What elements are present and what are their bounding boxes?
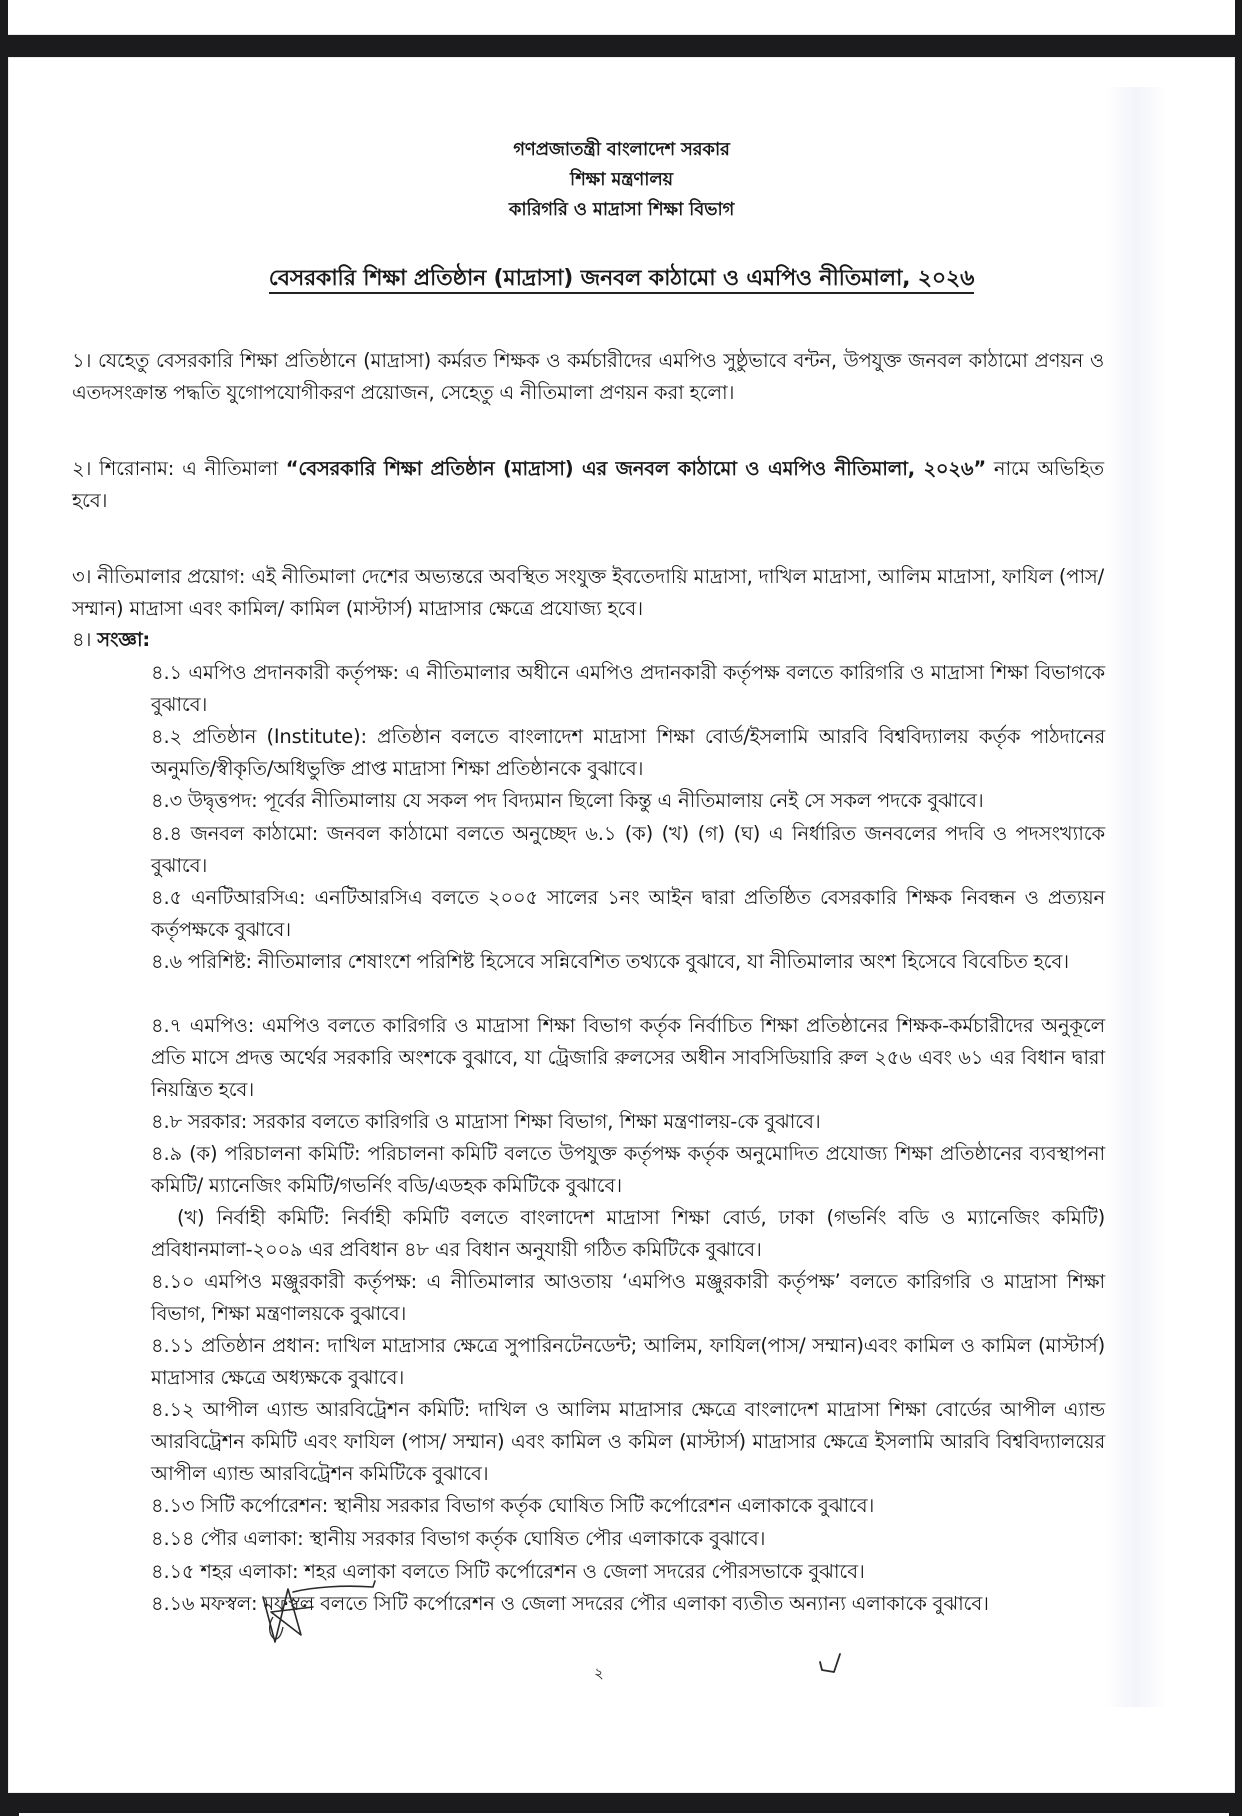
definition-4-4: ৪.৪ জনবল কাঠামো: জনবল কাঠামো বলতে অনুচ্ছেদ ৬.১ (ক) (খ) (গ) (ঘ) এ নির্ধারিত জনবলের পদবি ও পদসংখ্যাকে বুঝাবে। — [151, 822, 1105, 877]
letterhead — [8, 135, 1235, 225]
section-2-policy-name: “বেসরকারি শিক্ষা প্রতিষ্ঠান (মাদ্রাসা) এর জনবল কাঠামো ও এমপিও নীতিমালা, ২০২৬” — [285, 457, 986, 480]
definition-4-7: ৪.৭ এমপিও: এমপিও বলতে কারিগরি ও মাদ্রাসা শিক্ষা বিভাগ কর্তৃক নির্বাচিত শিক্ষা প্রতিষ্ঠানের শিক্ষক-কর্মচারীদের অনুকূলে প্রতি মাসে প্রদত্ত অর্থের সরকারি অংশকে বুঝাবে, যা ট্রেজারি রুলসের অধীন সাবসিডিয়ারি রুল ২৫৬ এবং ৬১ এর বিধান দ্বারা নিয়ন্ত্রিত হবে। — [151, 1014, 1105, 1101]
section-2-suffix: নামে অভিহিত হবে। — [72, 457, 1104, 512]
scan-artifact — [1106, 87, 1166, 1707]
letterhead-government: গণপ্রজাতন্ত্রী বাংলাদেশ সরকার — [513, 139, 730, 160]
document-title-text: বেসরকারি শিক্ষা প্রতিষ্ঠান (মাদ্রাসা) জনবল কাঠামো ও এমপিও নীতিমালা, ২০২৬ — [269, 266, 974, 294]
definition-4-9-kha: (খ) নির্বাহী কমিটি: নির্বাহী কমিটি বলতে বাংলাদেশ মাদ্রাসা শিক্ষা বোর্ড, ঢাকা (গভর্নিং বডি ও ম্যানেজিং কমিটি) প্রবিধানমালা-২০০৯ এর প্রবিধান ৪৮ এর বিধান অনুযায়ী গঠিত কমিটিকে বুঝাবে। — [151, 1206, 1105, 1261]
section-2-title-clause — [72, 453, 1104, 517]
signature-icon — [253, 1577, 383, 1652]
definition-4-12: ৪.১২ আপীল এ্যান্ড আরবিট্রেশন কমিটি: দাখিল ও আলিম মাদ্রাসার ক্ষেত্রে বাংলাদেশ মাদ্রাসা শিক্ষা বোর্ডের আপীল এ্যান্ড আরবিট্রেশন কমিটি এবং ফাযিল (পাস/ সম্মান) এবং কামিল ও কমিল (মাস্টার্স) মাদ্রাসার ক্ষেত্রে ইসলামি আরবি বিশ্ববিদ্যালয়ের আপীল এ্যান্ড আরবিট্রেশন কমিটিকে বুঝাবে। — [151, 1398, 1105, 1485]
definition-4-9-ka: ৪.৯ (ক) পরিচালনা কমিটি: পরিচালনা কমিটি বলতে উপযুক্ত কর্তৃপক্ষ কর্তৃক অনুমোদিত প্রযোজ্য শিক্ষা প্রতিষ্ঠানের ব্যবস্থাপনা কমিটি/ ম্যানেজিং কমিটি/গভর্নিং বডি/এডহক কমিটিকে বুঝাবে। — [151, 1142, 1105, 1197]
section-4-heading — [72, 624, 1104, 656]
definition-4-10: ৪.১০ এমপিও মঞ্জুরকারী কর্তৃপক্ষ: এ নীতিমালার আওতায় ‘এমপিও মঞ্জুরকারী কর্তৃপক্ষ’ বলতে কারিগরি ও মাদ্রাসা শিক্ষা বিভাগ, শিক্ষা মন্ত্রণালয়কে বুঝাবে। — [151, 1270, 1105, 1325]
document-title — [8, 263, 1235, 295]
definition-4-11: ৪.১১ প্রতিষ্ঠান প্রধান: দাখিল মাদ্রাসার ক্ষেত্রে সুপারিনটেনডেন্ট; আলিম, ফাযিল(পাস/ সম্মান)এবং কামিল ও কামিল (মাস্টার্স) মাদ্রাসার ক্ষেত্রে অধ্যক্ষকে বুঝাবে। — [151, 1334, 1105, 1389]
section-2-prefix: ২। শিরোনাম: এ নীতিমালা — [72, 457, 286, 480]
definition-4-16: ৪.১৬ মফস্বল: মফস্বল বলতে সিটি কর্পোরেশন ও জেলা সদরের পৌর এলাকা ব্যতীত অন্যান্য এলাকাকে বুঝাবে। — [151, 1592, 989, 1615]
definition-4-14: ৪.১৪ পৌর এলাকা: স্থানীয় সরকার বিভাগ কর্তৃক ঘোষিত পৌর এলাকাকে বুঝাবে। — [151, 1527, 766, 1550]
page-number: ২ — [594, 1664, 604, 1682]
section-4-number: ৪। — [72, 628, 98, 651]
letterhead-division: কারিগরি ও মাদ্রাসা শিক্ষা বিভাগ — [508, 199, 735, 220]
previous-page-edge — [8, 0, 1235, 35]
section-3-application: ৩। নীতিমালার প্রয়োগ: এই নীতিমালা দেশের অভ্যন্তরে অবস্থিত সংযুক্ত ইবতেদায়ি মাদ্রাসা, দাখিল মাদ্রাসা, আলিম মাদ্রাসা, ফাযিল (পাস/ সম্মান) মাদ্রাসা এবং কামিল/ কামিল (মাস্টার্স) মাদ্রাসার ক্ষেত্রে প্রযোজ্য হবে। — [72, 565, 1104, 620]
initial-mark-icon — [818, 1652, 848, 1677]
definition-4-2: ৪.২ প্রতিষ্ঠান (Institute): প্রতিষ্ঠান বলতে বাংলাদেশ মাদ্রাসা শিক্ষা বোর্ড/ইসলামি আরবি বিশ্ববিদ্যালয় কর্তৃক পাঠদানের অনুমতি/স্বীকৃতি/অধিভুক্তি প্রাপ্ত মাদ্রাসা শিক্ষা প্রতিষ্ঠানকে বুঝাবে। — [151, 725, 1105, 780]
definition-4-3: ৪.৩ উদ্বৃত্তপদ: পূর্বের নীতিমালায় যে সকল পদ বিদ্যমান ছিলো কিন্তু এ নীতিমালায় নেই সে সকল পদকে বুঝাবে। — [151, 789, 984, 812]
definition-4-13: ৪.১৩ সিটি কর্পোরেশন: স্থানীয় সরকার বিভাগ কর্তৃক ঘোষিত সিটি কর্পোরেশন এলাকাকে বুঝাবে। — [151, 1494, 875, 1517]
definition-4-15: ৪.১৫ শহর এলাকা: শহর এলাকা বলতে সিটি কর্পোরেশন ও জেলা সদরের পৌরসভাকে বুঝাবে। — [151, 1560, 865, 1583]
definition-4-8: ৪.৮ সরকার: সরকার বলতে কারিগরি ও মাদ্রাসা শিক্ষা বিভাগ, শিক্ষা মন্ত্রণালয়-কে বুঝাবে। — [151, 1110, 821, 1133]
section-4-title: সংজ্ঞা: — [97, 628, 151, 651]
definition-4-1: ৪.১ এমপিও প্রদানকারী কর্তৃপক্ষ: এ নীতিমালার অধীনে এমপিও প্রদানকারী কর্তৃপক্ষ বলতে কারিগরি ও মাদ্রাসা শিক্ষা বিভাগকে বুঝাবে। — [151, 661, 1105, 716]
letterhead-ministry: শিক্ষা মন্ত্রণালয় — [570, 169, 673, 190]
document-page — [8, 57, 1235, 1793]
section-1-preamble: ১। যেহেতু বেসরকারি শিক্ষা প্রতিষ্ঠানে (মাদ্রাসা) কর্মরত শিক্ষক ও কর্মচারীদের এমপিও সুষ্ঠুভাবে বন্টন, উপযুক্ত জনবল কাঠামো প্রণয়ন ও এতদসংক্রান্ত পদ্ধতি যুগোপযোগীকরণ প্রয়োজন, সেহেতু এ নীতিমালা প্রণয়ন করা হলো। — [72, 349, 1104, 404]
definition-4-5: ৪.৫ এনটিআরসিএ: এনটিআরসিএ বলতে ২০০৫ সালের ১নং আইন দ্বারা প্রতিষ্ঠিত বেসরকারি শিক্ষক নিবন্ধন ও প্রত্যয়ন কর্তৃপক্ষকে বুঝাবে। — [151, 886, 1105, 941]
definition-4-6: ৪.৬ পরিশিষ্ট: নীতিমালার শেষাংশে পরিশিষ্ট হিসেবে সন্নিবেশিত তথ্যকে বুঝাবে, যা নীতিমালার অংশ হিসেবে বিবেচিত হবে। — [151, 950, 1069, 973]
